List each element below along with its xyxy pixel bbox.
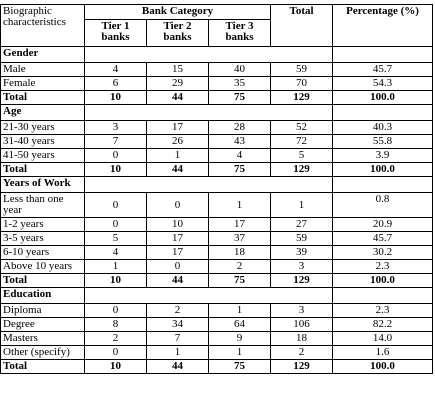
header-biographic: Biographic characteristics <box>1 5 85 47</box>
header-tier1: Tier 1 banks <box>85 20 147 47</box>
section-filler <box>85 177 333 193</box>
cell-pct: 0.8 <box>333 193 433 218</box>
section-filler <box>333 177 433 193</box>
row-label: Less than one year <box>1 193 85 218</box>
cell-pct: 54.3 <box>333 77 433 91</box>
cell-t2: 44 <box>147 91 209 105</box>
cell-t2: 44 <box>147 274 209 288</box>
cell-pct: 45.7 <box>333 63 433 77</box>
cell-t3: 28 <box>209 121 271 135</box>
cell-t1: 10 <box>85 274 147 288</box>
section-filler <box>85 47 333 63</box>
biographic-table <box>0 4 433 374</box>
section-filler <box>333 47 433 63</box>
header-tier3: Tier 3 banks <box>209 20 271 47</box>
table-row <box>1 332 433 346</box>
row-label: 31-40 years <box>1 135 85 149</box>
cell-pct: 40.3 <box>333 121 433 135</box>
cell-pct: 100.0 <box>333 360 433 374</box>
header-percentage: Percentage (%) <box>333 5 433 47</box>
table-row <box>1 77 433 91</box>
cell-total: 106 <box>271 318 333 332</box>
row-label: 3-5 years <box>1 232 85 246</box>
row-label: 41-50 years <box>1 149 85 163</box>
header-total: Total <box>271 5 333 47</box>
cell-t2: 0 <box>147 260 209 274</box>
section-header-row <box>1 288 433 304</box>
cell-t1: 0 <box>85 218 147 232</box>
section-filler <box>333 288 433 304</box>
cell-t1: 8 <box>85 318 147 332</box>
cell-t1: 4 <box>85 63 147 77</box>
cell-t1: 5 <box>85 232 147 246</box>
cell-t1: 10 <box>85 163 147 177</box>
cell-total: 129 <box>271 274 333 288</box>
cell-total: 129 <box>271 163 333 177</box>
cell-pct: 100.0 <box>333 274 433 288</box>
row-label: Masters <box>1 332 85 346</box>
table-wrapper <box>0 4 432 374</box>
cell-t1: 0 <box>85 193 147 218</box>
cell-t1: 7 <box>85 135 147 149</box>
cell-t1: 0 <box>85 149 147 163</box>
row-label: Diploma <box>1 304 85 318</box>
cell-total: 39 <box>271 246 333 260</box>
cell-t2: 15 <box>147 63 209 77</box>
cell-t1: 4 <box>85 246 147 260</box>
cell-total: 59 <box>271 232 333 246</box>
cell-total: 129 <box>271 360 333 374</box>
table-row <box>1 149 433 163</box>
cell-pct: 1.6 <box>333 346 433 360</box>
table-row <box>1 346 433 360</box>
cell-t3: 75 <box>209 163 271 177</box>
cell-t3: 43 <box>209 135 271 149</box>
section-title: Gender <box>1 47 85 63</box>
section-header-row <box>1 105 433 121</box>
table-row <box>1 218 433 232</box>
row-label: Total <box>1 274 85 288</box>
cell-total: 70 <box>271 77 333 91</box>
cell-t2: 0 <box>147 193 209 218</box>
section-title: Years of Work <box>1 177 85 193</box>
table-row <box>1 318 433 332</box>
cell-total: 5 <box>271 149 333 163</box>
total-row <box>1 274 433 288</box>
cell-pct: 82.2 <box>333 318 433 332</box>
row-label: Degree <box>1 318 85 332</box>
table-row <box>1 260 433 274</box>
header-row-1 <box>1 5 433 20</box>
cell-pct: 100.0 <box>333 163 433 177</box>
row-label: Female <box>1 77 85 91</box>
cell-t2: 44 <box>147 360 209 374</box>
cell-t2: 26 <box>147 135 209 149</box>
cell-t2: 17 <box>147 232 209 246</box>
cell-t2: 34 <box>147 318 209 332</box>
cell-total: 129 <box>271 91 333 105</box>
row-label: Male <box>1 63 85 77</box>
section-filler <box>85 288 333 304</box>
row-label: Total <box>1 163 85 177</box>
cell-t3: 75 <box>209 274 271 288</box>
cell-t2: 1 <box>147 346 209 360</box>
cell-total: 2 <box>271 346 333 360</box>
table-row <box>1 193 433 218</box>
cell-pct: 2.3 <box>333 260 433 274</box>
row-label: 1-2 years <box>1 218 85 232</box>
cell-t2: 17 <box>147 121 209 135</box>
table-row <box>1 121 433 135</box>
cell-t3: 75 <box>209 360 271 374</box>
row-label: Above 10 years <box>1 260 85 274</box>
cell-t2: 2 <box>147 304 209 318</box>
cell-t1: 2 <box>85 332 147 346</box>
cell-t3: 1 <box>209 304 271 318</box>
cell-total: 27 <box>271 218 333 232</box>
table-row <box>1 135 433 149</box>
cell-t3: 2 <box>209 260 271 274</box>
total-row <box>1 163 433 177</box>
cell-t3: 1 <box>209 346 271 360</box>
cell-t1: 1 <box>85 260 147 274</box>
row-label: Total <box>1 91 85 105</box>
cell-t3: 1 <box>209 193 271 218</box>
cell-total: 3 <box>271 260 333 274</box>
cell-total: 18 <box>271 332 333 346</box>
cell-t1: 0 <box>85 346 147 360</box>
cell-pct: 14.0 <box>333 332 433 346</box>
cell-t3: 17 <box>209 218 271 232</box>
cell-t1: 6 <box>85 77 147 91</box>
row-label: 21-30 years <box>1 121 85 135</box>
cell-t1: 0 <box>85 304 147 318</box>
cell-t1: 3 <box>85 121 147 135</box>
table-row <box>1 63 433 77</box>
cell-t3: 4 <box>209 149 271 163</box>
cell-t3: 18 <box>209 246 271 260</box>
cell-t3: 9 <box>209 332 271 346</box>
cell-t2: 29 <box>147 77 209 91</box>
row-label: Total <box>1 360 85 374</box>
section-filler <box>333 105 433 121</box>
cell-pct: 2.3 <box>333 304 433 318</box>
cell-t1: 10 <box>85 360 147 374</box>
cell-t1: 10 <box>85 91 147 105</box>
cell-t3: 37 <box>209 232 271 246</box>
cell-t2: 7 <box>147 332 209 346</box>
header-bank-category: Bank Category <box>85 5 271 20</box>
cell-pct: 55.8 <box>333 135 433 149</box>
cell-total: 72 <box>271 135 333 149</box>
row-label: 6-10 years <box>1 246 85 260</box>
row-label: Other (specify) <box>1 346 85 360</box>
cell-total: 52 <box>271 121 333 135</box>
cell-total: 3 <box>271 304 333 318</box>
table-row <box>1 232 433 246</box>
section-title: Education <box>1 288 85 304</box>
cell-pct: 3.9 <box>333 149 433 163</box>
cell-pct: 30.2 <box>333 246 433 260</box>
cell-t2: 44 <box>147 163 209 177</box>
section-title: Age <box>1 105 85 121</box>
cell-t3: 35 <box>209 77 271 91</box>
cell-t3: 64 <box>209 318 271 332</box>
table-row <box>1 304 433 318</box>
cell-t2: 1 <box>147 149 209 163</box>
table-row <box>1 246 433 260</box>
header-tier2: Tier 2 banks <box>147 20 209 47</box>
cell-t2: 17 <box>147 246 209 260</box>
section-header-row <box>1 47 433 63</box>
cell-total: 59 <box>271 63 333 77</box>
cell-pct: 45.7 <box>333 232 433 246</box>
section-filler <box>85 105 333 121</box>
section-header-row <box>1 177 433 193</box>
cell-total: 1 <box>271 193 333 218</box>
cell-t3: 75 <box>209 91 271 105</box>
cell-t3: 40 <box>209 63 271 77</box>
total-row <box>1 91 433 105</box>
cell-pct: 100.0 <box>333 91 433 105</box>
cell-t2: 10 <box>147 218 209 232</box>
total-row <box>1 360 433 374</box>
cell-pct: 20.9 <box>333 218 433 232</box>
